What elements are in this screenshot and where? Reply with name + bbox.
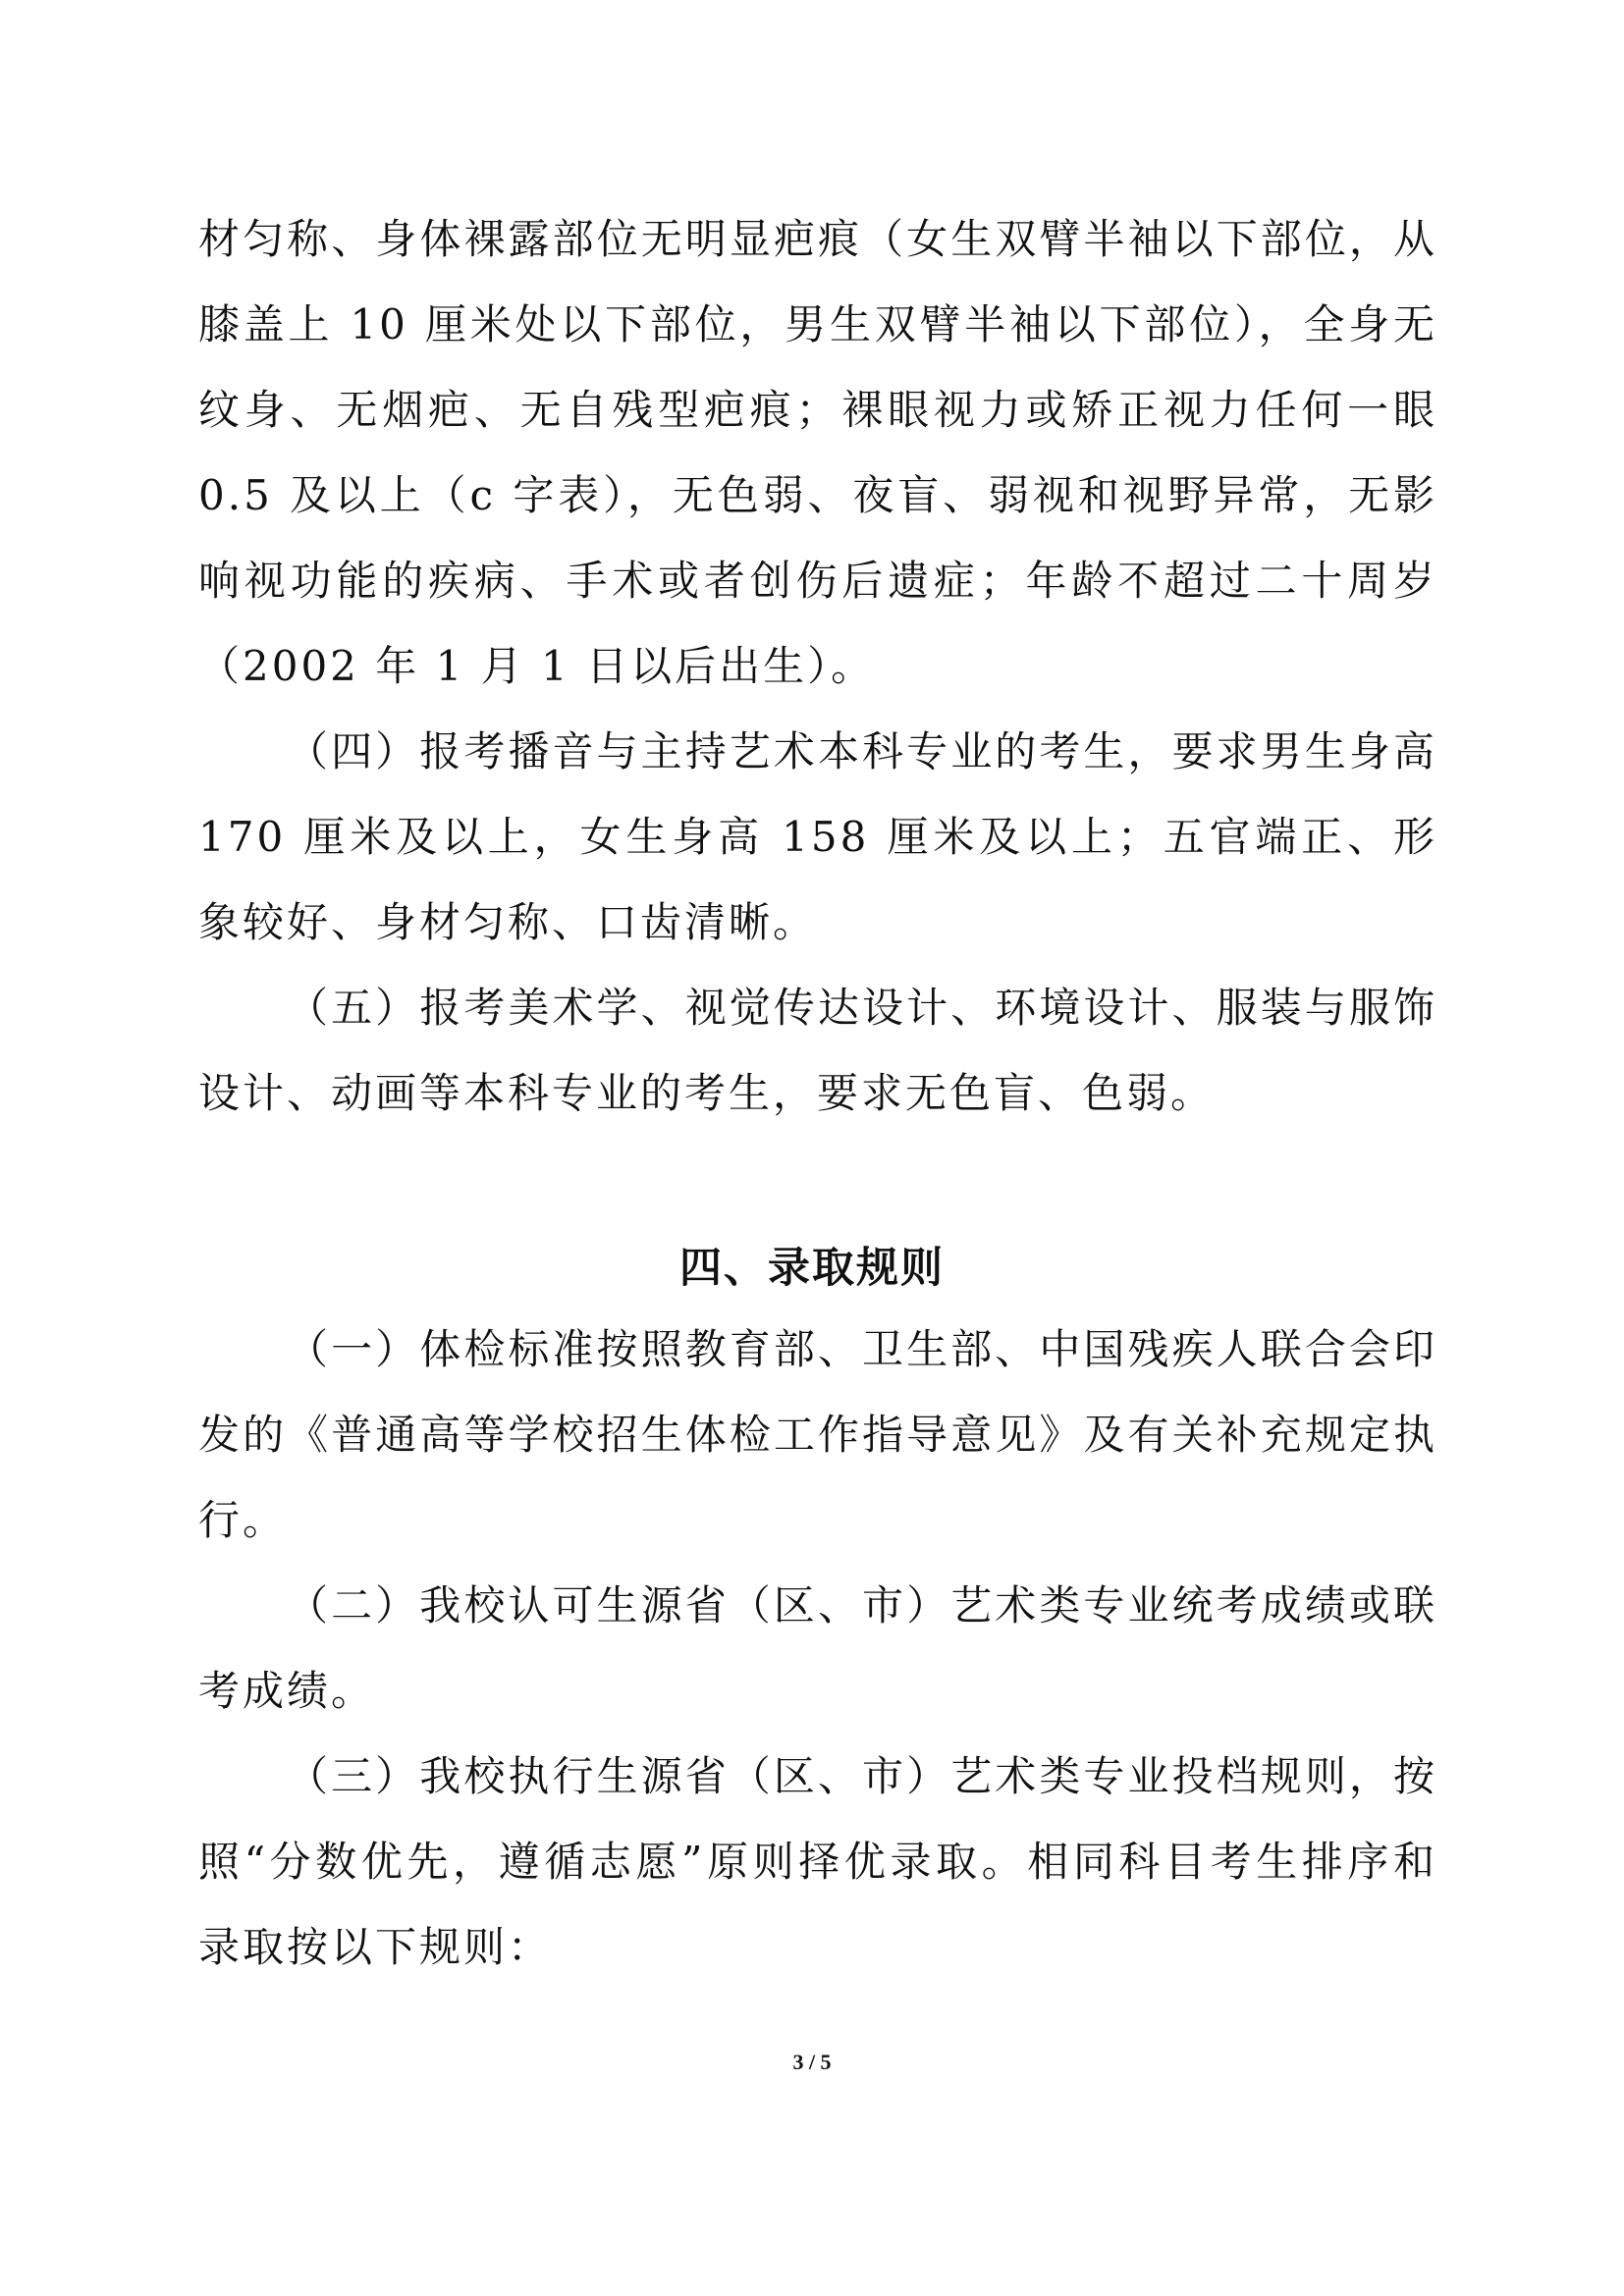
paragraph-medical-standard: （一）体检标准按照教育部、卫生部、中国残疾人联合会印发的《普通高等学校招生体检工作指导意见》及有关补充规定执行。 <box>198 1325 1437 1544</box>
page-number: 3 / 5 <box>792 2050 832 2074</box>
section-heading-admission-rules: 四、录取规则 <box>679 1244 945 1293</box>
paragraph-broadcasting-requirements: （四）报考播音与主持艺术本科专业的考生，要求男生身高 170 厘米及以上，女生身高 158 厘米及以上；五官端正、形象较好、身材匀称、口齿清晰。 <box>198 727 1437 946</box>
paragraph-exam-scores: （二）我校认可生源省（区、市）艺术类专业统考成绩或联考成绩。 <box>198 1581 1437 1715</box>
paragraph-admission-ranking: （三）我校执行生源省（区、市）艺术类专业投档规则，按照“分数优先，遵循志愿”原则择优录取。相同科目考生排序和录取按以下规则： <box>198 1752 1437 1971</box>
paragraph-physical-requirements-continued: 材匀称、身体裸露部位无明显疤痕（女生双臂半袖以下部位，从膝盖上 10 厘米处以下部位，男生双臂半袖以下部位），全身无纹身、无烟疤、无自残型疤痕；裸眼视力或矫正视力任何一眼 0.5 及以上（c 字表），无色弱、夜盲、弱视和视野异常，无影响视功能的疾病、手术或者创伤后遗症；年龄不超过二十周岁（2002 年 1 月 1 日以后出生）。 <box>198 215 1437 690</box>
paragraph-art-design-requirements: （五）报考美术学、视觉传达设计、环境设计、服装与服饰设计、动画等本科专业的考生，要求无色盲、色弱。 <box>198 984 1437 1117</box>
